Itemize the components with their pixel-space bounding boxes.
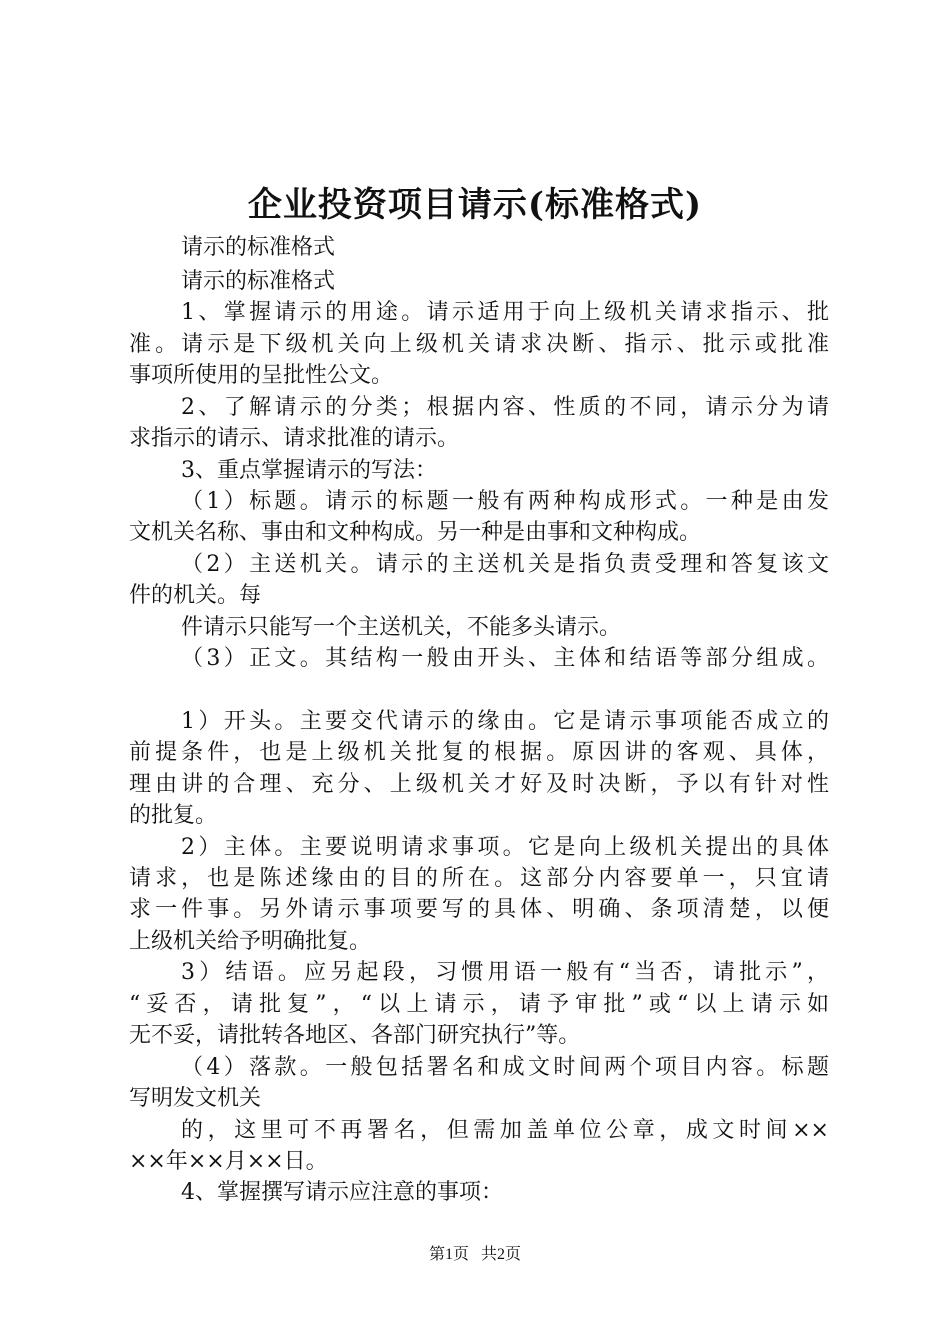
body-line: 求一件事。另外请示事项要写的具体、明确、条项清楚，以便	[129, 897, 829, 922]
body-line: 2）主体。主要说明请求事项。它是向上级机关提出的具体	[181, 835, 829, 860]
body-line: 件请示只能写一个主送机关，不能多头请示。	[181, 615, 622, 640]
body-line: ××年××月××日。	[129, 1149, 328, 1174]
body-line: 的，这里可不再署名，但需加盖单位公章，成文时间××	[181, 1118, 829, 1143]
body-line: 3）结语。应另起段，习惯用语一般有“当否，请批示”，	[181, 960, 829, 985]
body-line: 请示的标准格式	[181, 235, 336, 260]
body-line: 前提条件，也是上级机关批复的根据。原因讲的客观、具体，	[129, 740, 829, 765]
body-line: “妥否，请批复”，“以上请示，请予审批”或“以上请示如	[129, 992, 829, 1017]
body-line: （4）落款。一般包括署名和成文时间两个项目内容。标题	[181, 1055, 829, 1080]
body-line: 文机关名称、事由和文种构成。另一种是由事和文种构成。	[129, 520, 702, 545]
body-line: 理由讲的合理、充分、上级机关才好及时决断，予以有针对性	[129, 772, 829, 797]
body-line: 无不妥，请批转各地区、各部门研究执行”等。	[129, 1023, 581, 1048]
body-line: 写明发文机关	[129, 1086, 262, 1111]
page-number-total: 共2页	[481, 1246, 522, 1263]
body-line: 1）开头。主要交代请示的缘由。它是请示事项能否成立的	[181, 709, 829, 734]
body-line: 件的机关。每	[129, 583, 262, 608]
body-line: 求指示的请示、请求批准的请示。	[129, 426, 460, 451]
page-number-current: 第1页	[428, 1246, 469, 1263]
page-footer	[0, 1243, 950, 1267]
body-line: 请求，也是陈述缘由的目的所在。这部分内容要单一，只宜请	[129, 866, 829, 891]
body-line: 的批复。	[129, 803, 218, 828]
body-line: 3、重点掌握请示的写法：	[181, 458, 437, 483]
body-line: （2）主送机关。请示的主送机关是指负责受理和答复该文	[181, 552, 829, 577]
body-line: （1）标题。请示的标题一般有两种构成形式。一种是由发	[181, 489, 829, 514]
body-line: 2、了解请示的分类；根据内容、性质的不同，请示分为请	[181, 395, 829, 420]
body-line: 请示的标准格式	[181, 269, 336, 294]
body-line: 上级机关给予明确批复。	[129, 929, 372, 954]
body-line: 准。请示是下级机关向上级机关请求决断、指示、批示或批准	[129, 332, 829, 357]
body-line: 1、掌握请示的用途。请示适用于向上级机关请求指示、批	[181, 300, 829, 325]
body-line: 事项所使用的呈批性公文。	[129, 363, 394, 388]
body-line: 4、掌握撰写请示应注意的事项：	[181, 1180, 503, 1205]
body-line: （3）正文。其结构一般由开头、主体和结语等部分组成。	[181, 646, 829, 671]
document-title: 企业投资项目请示(标准格式)	[247, 185, 703, 225]
